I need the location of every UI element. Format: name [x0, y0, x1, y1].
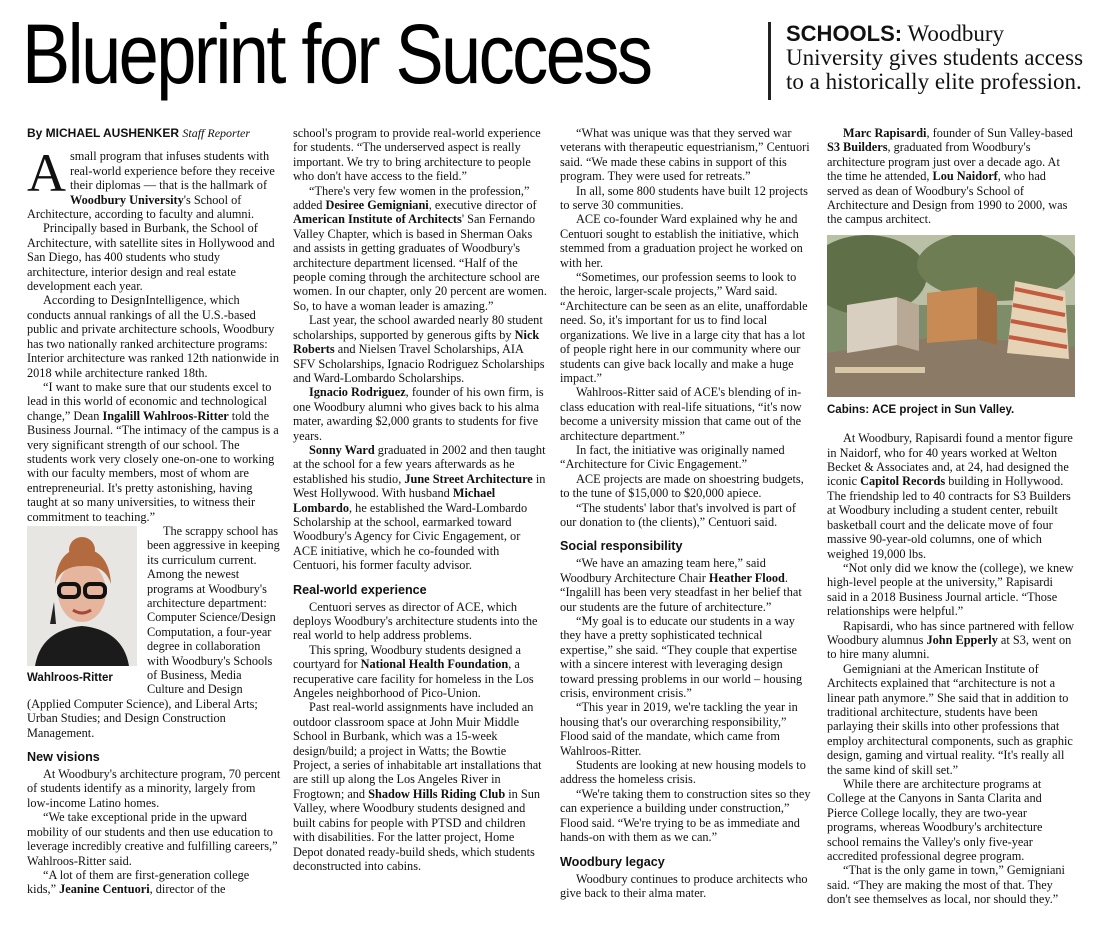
- column-4: [827, 126, 1075, 946]
- paragraph: Sonny Ward graduated in 2002 and then taught at the school for a few years afterwards as he established his studio, June Street Architecture in West Hollywood. With husband Michael Lombardo, he established the Ward-Lombardo Scholarship at the school, earmarked toward Woodbury's Agency for Civic Engagement, or ACE initiative, which he co-founded with Centuori, his former faculty advisor.: [293, 442, 546, 573]
- paragraph: “This year in 2019, we're tackling the year in housing that's our overarching responsibility,” Flood said of the mandate, which came from Wahlroos-Ritter.: [560, 700, 798, 758]
- paragraph: “We have an amazing team here,” said Woodbury Architecture Chair Heather Flood. “Ingalill has been very steadfast in her belief that our students are the future of architecture.”: [560, 556, 802, 614]
- paragraph: This spring, Woodbury students designed a courtyard for National Health Foundation, a recuperative care facility for homeless in the Los Angeles neighborhood of Pico-Union.: [293, 642, 534, 701]
- portrait-caption: Wahlroos-Ritter: [27, 671, 113, 684]
- paragraph: “Sometimes, our profession seems to look to the heroic, larger-scale projects,” Ward said. “Architecture can be seen as an elite, unaffordable need. So, it's important for us to find local organizations. We live in a large city that has a lot of people right here in our community where our students can give back locally and make a huge impact.”: [560, 270, 808, 385]
- paragraph: Past real-world assignments have included an outdoor classroom space at John Muir Middle School in Burbank, which was a 15-week design/build; a project in Watts; the Bowtie Project, a series of inhabitable art installations that are still up along the Los Angeles River in Frogtown; and Shadow Hills Riding Club in Sun Valley, where Woodbury students designed and built cabins for people with PTSD and children with disabilities. For the latter project, Home Depot donated ready-build sheds, which students deconstructed into cabins.: [293, 700, 542, 873]
- paragraph: Ignacio Rodriguez, founder of his own firm, is one Woodbury alumni who gives back to his alma mater, awarding $2,000 grants to students for five years.: [293, 385, 544, 443]
- paragraph: ACE co-founder Ward explained why he and Centuori sought to establish the initiative, which stemmed from a graduation project he worked on with her.: [560, 212, 803, 270]
- deck-text: Woodbury University gives students access to a historically elite profession.: [786, 21, 1084, 94]
- paragraph: A small program that infuses students with real-world experience before they receive their diplomas — that is the hallmark of Woodbury University's School of Architecture, according to faculty and alumni.: [27, 143, 275, 222]
- paragraph: “My goal is to educate our students in a way they have a pretty sophisticated technical expertise,” she said. “They couple that expertise with a sincere interest with leveraging design toward pressing problems in our world – housing crisis, environment crisis.”: [560, 614, 803, 701]
- paragraph: “I want to make sure that our students excel to lead in this world of economic and technological change,” Dean Ingalill Wahlroos-Ritter told the Business Journal. “The intimacy of the campus is a very significant strength of our school. The students work very closely one-on-one to working with our faculty members, most of whom are entrepreneurial. It's pretty astonishing, having taught at so many universities, to witness their commitment to teaching.”: [27, 379, 279, 524]
- deck: [786, 22, 1098, 94]
- paragraph: At Woodbury, Rapisardi found a mentor figure in Naidorf, who for 40 years worked at Welton Becket & Associates and, at 24, had designed the iconic Capitol Records building in Hollywood. The friendship led to 40 contracts for S3 Builders at Woodbury including a student center, rebuilt basketball court and the delicate move of four massive 90-year-old columns, one of which weighed 19,000 lbs.: [827, 431, 1073, 561]
- subhead-social: Social responsibility: [560, 539, 683, 554]
- paragraph: “That is the only game in town,” Gemigniani said. “They are making the most of that. They don't see themselves as local, nor should they.”: [827, 863, 1065, 907]
- paragraph: “There's very few women in the profession,” added Desiree Gemigniani, executive director of American Institute of Architects' San Fernando Valley Chapter, which is based in Sherman Oaks and assists in getting graduates of Woodbury's architecture department licensed. “Half of the people coming through the architecture school are women. In our chapter, only 20 percent are women. So, to have a woman leader is amazing.”: [293, 183, 547, 313]
- paragraph: In all, some 800 students have built 12 projects to serve 30 communities.: [560, 183, 808, 213]
- portrait-photo: [27, 526, 137, 666]
- paragraph: Woodbury continues to produce architects who give back to their alma mater.: [560, 871, 808, 900]
- column-3: [560, 126, 814, 946]
- subhead-new-visions: New visions: [27, 750, 100, 765]
- drop-cap: A: [27, 143, 66, 204]
- paragraph: Wahlroos-Ritter said of ACE's blending of in-class education with real-life situations, “it's now become a university mission that came out of the architecture department.”: [560, 385, 802, 443]
- cabins-photo: [827, 235, 1075, 397]
- paragraph: While there are architecture programs at College at the Canyons in Santa Clarita and Pierce College locally, they are two-year programs, whereas Woodbury's architecture school remains the Valley's only five-year accredited professional degree program.: [827, 777, 1043, 864]
- paragraph: Rapisardi, who has since partnered with fellow Woodbury alumnus John Epperly at S3, went on to hire many alumni.: [827, 618, 1075, 662]
- paragraph: Last year, the school awarded nearly 80 student scholarships, supported by generous gifts by Nick Roberts and Nielsen Travel Scholarships, AIA SFV Scholarships, Ignacio Rodriguez Scholarships and Ward-Lombardo Scholarships.: [293, 313, 545, 385]
- paragraph: “We take exceptional pride in the upward mobility of our students and then use education to leverage incredibly creative and fulfilling careers,” Wahlroos-Ritter said.: [27, 810, 278, 868]
- column-1: [27, 126, 281, 946]
- paragraph: In fact, the initiative was originally named “Architecture for Civic Engagement.”: [560, 442, 785, 472]
- paragraph: Gemigniani at the American Institute of Architects explained that “architecture is not a linear path anymore.” She said that in addition to traditional architecture, students have been parlaying their skills into other professions that employ architectural components, such as graphic design, gaming and virtual reality. “It's really all the same kind of skill set.”: [827, 661, 1073, 777]
- header-divider: [768, 22, 771, 100]
- byline-author: By MICHAEL AUSHENKER: [27, 126, 180, 140]
- paragraph: Centuori serves as director of ACE, which deploys Woodbury's architecture students into the real world to help address problems.: [293, 599, 538, 643]
- column-2: [293, 126, 547, 946]
- paragraph: “Not only did we know the (college), we knew high-level people at the university,” Rapisardi said in a 2018 Business Journal article. “Those relationships were helpful.”: [827, 560, 1074, 619]
- paragraph: “A lot of them are first-generation college kids,” Jeanine Centuori, director of the: [27, 867, 250, 897]
- paragraph: Students are looking at new housing models to address the homeless crisis.: [560, 758, 806, 787]
- portrait-figure: [27, 526, 137, 685]
- byline-role: Staff Reporter: [182, 126, 251, 140]
- paragraph: Marc Rapisardi, founder of Sun Valley-based S3 Builders, graduated from Woodbury's architecture program just over a decade ago. At the time he attended, Lou Naidorf, who had served as dean of Woodbury's School of Architecture and Design from 1990 to 2000, was the campus architect.: [827, 126, 1073, 227]
- paragraph: “The students' labor that's involved is part of our donation to (the clients),” Centuori said.: [560, 500, 796, 529]
- cabins-caption: Cabins: ACE project in Sun Valley.: [827, 403, 1015, 416]
- subhead-legacy: Woodbury legacy: [560, 854, 665, 869]
- article-header: [0, 0, 1105, 118]
- paragraph: According to DesignIntelligence, which conducts annual rankings of all the U.S.-based public and private architecture schools, Woodbury has two nationally ranked architecture programs: Interior architecture was ranked 12th nationwide in 2018 while architecture ranked 18th.: [27, 293, 279, 380]
- headline: Blueprint for Success: [22, 7, 651, 101]
- paragraph: ACE projects are made on shoestring budgets, to the tune of $15,000 to $20,000 apiece.: [560, 471, 804, 501]
- paragraph: The scrappy school has been aggressive in keeping its curriculum current. Among the newest programs at Woodbury's architecture department: Computer Science/Design Computation, a four-year degree in collaboration with Woodbury's Schools of Business, Media Culture and Design (Applied Computer Science), and Liberal Arts; Urban Studies; and Design Construction Management.: [27, 523, 280, 740]
- deck-kicker: SCHOOLS:: [786, 21, 903, 46]
- paragraph: “What was unique was that they served war veterans with therapeutic equestrianism,” Centuori said. “We made these cabins in support of this program. They were used for retreats.”: [560, 126, 810, 184]
- byline: [27, 126, 281, 140]
- paragraph: At Woodbury's architecture program, 70 percent of students identify as a minority, largely from low-income Latino homes.: [27, 767, 281, 810]
- paragraph: Principally based in Burbank, the School of Architecture, with satellite sites in Hollywood and San Diego, has 400 students who study architecture, interior design and real estate development each year.: [27, 221, 275, 294]
- subhead-real-world: Real-world experience: [293, 582, 427, 597]
- paragraph: school's program to provide real-world experience for students. “The underserved aspect is really important. We try to bring architecture to people who don't have access to the field.”: [293, 126, 541, 184]
- paragraph: “We're taking them to construction sites so they can experience a building under construction,” Flood said. “We're trying to be as immediate and hands-on with them as we can.”: [560, 786, 811, 845]
